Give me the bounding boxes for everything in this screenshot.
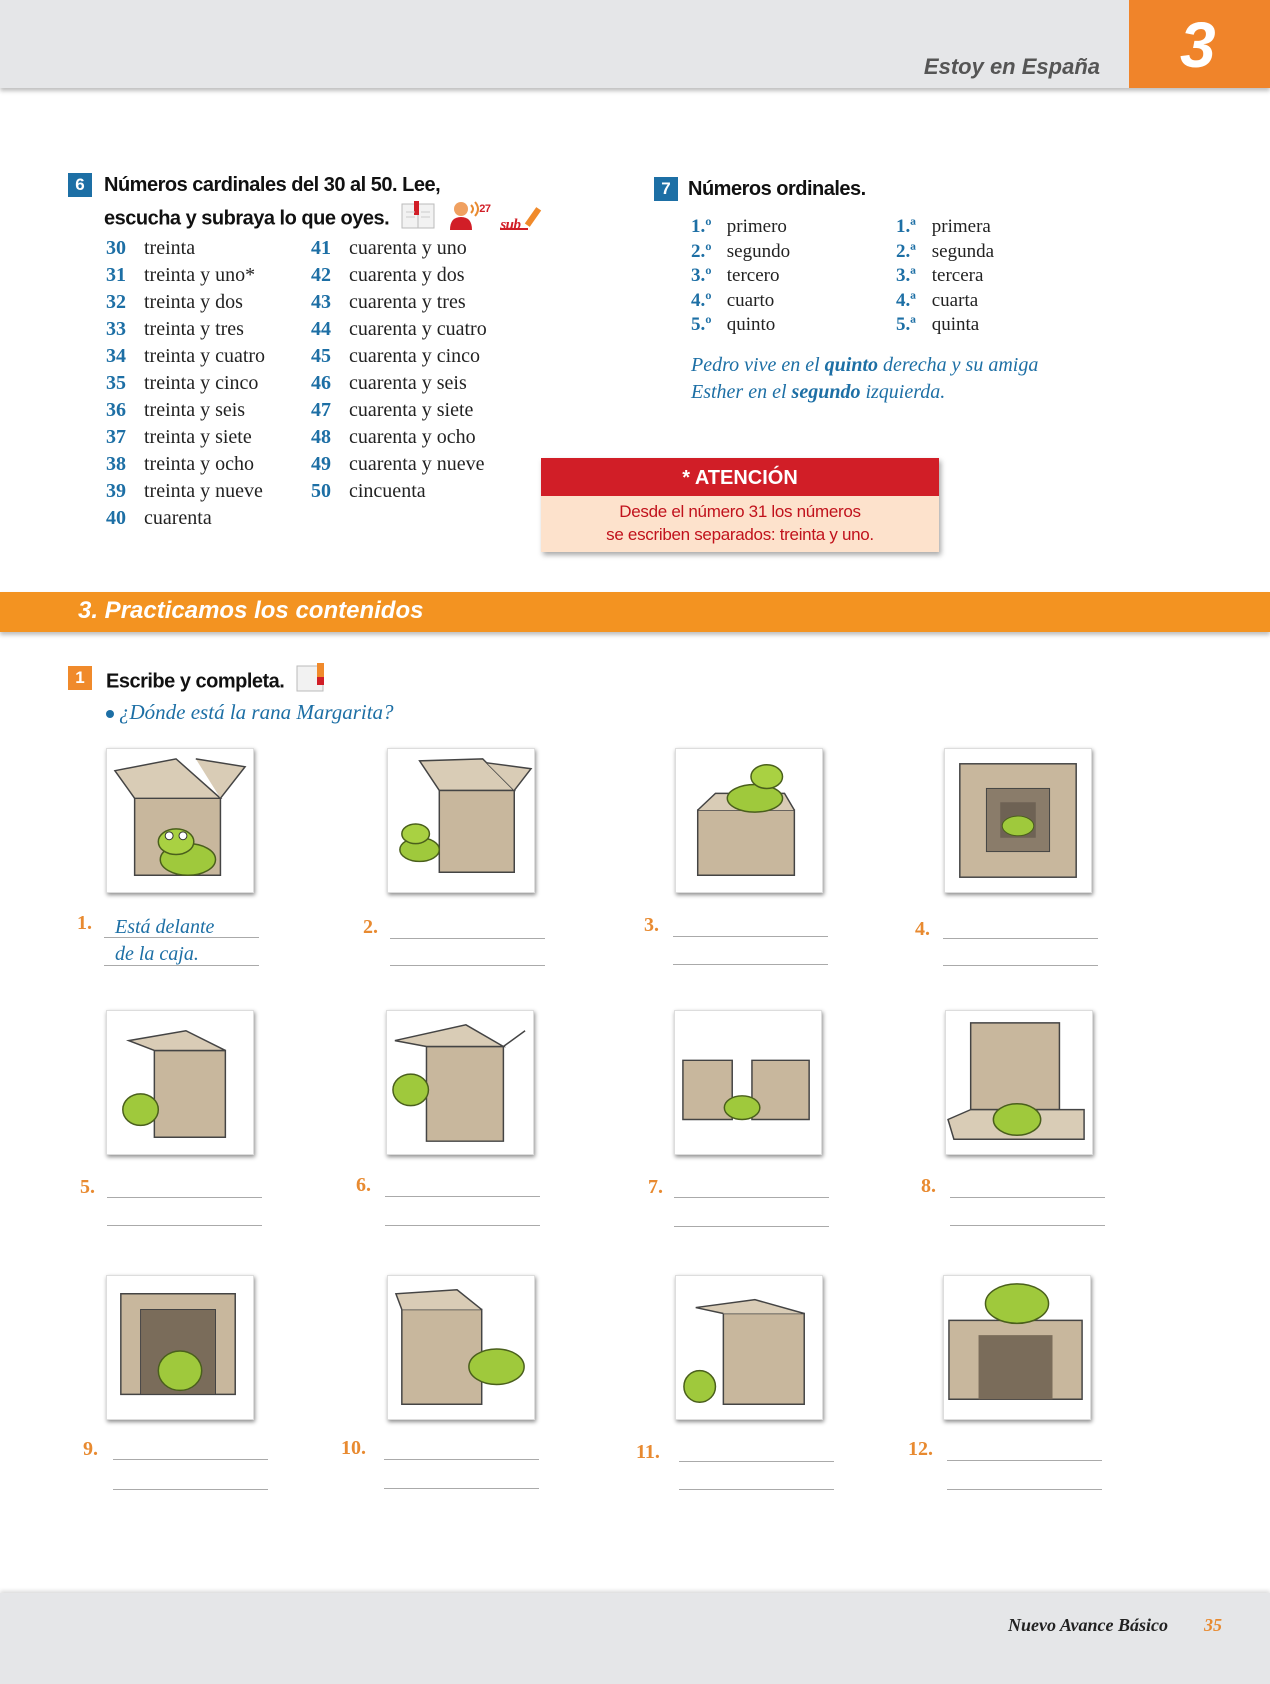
cardinal-item: 45 cuarenta y cinco <box>311 345 481 367</box>
cardinal-item: 41 cuarenta y uno <box>311 237 467 259</box>
answer-line-5a[interactable] <box>107 1197 262 1198</box>
cardinal-item: 46 cuarenta y seis <box>311 372 467 394</box>
item-label: 1. <box>77 912 92 934</box>
cardinal-item: 43 cuarenta y tres <box>311 291 466 313</box>
cardinal-item: 40 cuarenta <box>106 507 212 529</box>
ordinals-masculine <box>691 215 790 338</box>
answer-line-2a[interactable] <box>390 938 545 939</box>
unit-title: Estoy en España <box>923 54 1100 79</box>
frog-picture-4 <box>944 748 1092 893</box>
attention-title: * ATENCIÓN <box>541 458 939 496</box>
exercise-6-title-line1: Números cardinales del 30 al 50. Lee, <box>104 174 441 196</box>
answer-line-10a[interactable] <box>384 1459 539 1460</box>
frog-picture-9 <box>106 1275 254 1420</box>
sub-label: sub <box>500 217 521 233</box>
frog-picture-8 <box>945 1010 1093 1155</box>
frog-picture-10 <box>387 1275 535 1420</box>
ordinal-item: 2.ª segunda <box>896 240 995 262</box>
section-band <box>0 592 1270 632</box>
answer-line-9b[interactable] <box>113 1489 268 1490</box>
answer-line-12b[interactable] <box>947 1489 1102 1490</box>
answer-line-4b[interactable] <box>943 965 1098 966</box>
frog-picture-6 <box>386 1010 534 1155</box>
frog-picture-5 <box>106 1010 254 1155</box>
answer-line-2b[interactable] <box>390 965 545 966</box>
book-icon <box>400 200 436 238</box>
cardinal-item: 42 cuarenta y dos <box>311 264 465 286</box>
cardinals-column-1 <box>106 235 265 532</box>
frog-picture-11 <box>675 1275 823 1420</box>
bullet-icon <box>106 710 114 718</box>
attention-body: Desde el número 31 los números se escriben separados: treinta y uno. <box>541 496 939 552</box>
answer-line-12a[interactable] <box>947 1460 1102 1461</box>
answer-line <box>104 965 259 966</box>
page-footer <box>0 1593 1270 1684</box>
exercise-7-title: Números ordinales. <box>688 178 866 200</box>
ordinal-item: 3.ª tercera <box>896 265 984 286</box>
answer-line-7b[interactable] <box>674 1226 829 1227</box>
exercise-6-title <box>104 199 544 239</box>
item-label: 4. <box>915 918 930 940</box>
item-label: 10. <box>341 1437 366 1459</box>
answer-line-7a[interactable] <box>674 1197 829 1198</box>
cardinal-item: 48 cuarenta y ocho <box>311 426 476 448</box>
answer-line-6a[interactable] <box>385 1196 540 1197</box>
ordinal-example-sentence: Pedro vive en el quinto derecha y su amiga Esther en el segundo izquierda. <box>691 354 1039 403</box>
exercise-7-number: 7 <box>654 177 678 201</box>
cardinal-item: 36 treinta y seis <box>106 399 246 421</box>
answer-line-11b[interactable] <box>679 1489 834 1490</box>
item-label: 8. <box>921 1175 936 1197</box>
frog-picture-12 <box>943 1275 1091 1420</box>
ordinal-item: 4.ª cuarta <box>896 289 979 311</box>
pencil-notebook-icon <box>295 663 329 701</box>
attention-box <box>541 458 939 552</box>
frog-picture-1 <box>106 748 254 893</box>
cardinal-item: 39 treinta y nueve <box>106 480 263 502</box>
page-header <box>0 0 1270 88</box>
answer-line-10b[interactable] <box>384 1488 539 1489</box>
exercise-6-number: 6 <box>68 173 92 197</box>
cardinals-column-2 <box>311 235 487 505</box>
exercise-6-title-line2: escucha y subraya lo que oyes. <box>104 207 390 230</box>
unit-number: 3 <box>1180 9 1216 81</box>
cardinal-item: 47 cuarenta y siete <box>311 399 474 421</box>
answer-line-9a[interactable] <box>113 1459 268 1460</box>
cardinal-item: 30 treinta <box>106 237 196 259</box>
ordinal-item: 1.º primero <box>691 216 787 237</box>
exercise-prompt: ¿Dónde está la rana Margarita? <box>106 700 394 725</box>
audio-track-number: 27 <box>479 203 491 215</box>
answer-line <box>104 937 259 938</box>
item-label: 11. <box>636 1441 660 1463</box>
ordinals-feminine <box>896 215 994 338</box>
item-label: 9. <box>83 1438 98 1460</box>
answer-line-8b[interactable] <box>950 1225 1105 1226</box>
exercise-1-number: 1 <box>68 666 92 690</box>
answer-line-8a[interactable] <box>950 1197 1105 1198</box>
book-title: Nuevo Avance Básico <box>1008 1615 1168 1635</box>
answer-line-6b[interactable] <box>385 1225 540 1226</box>
answer-line-11a[interactable] <box>679 1461 834 1462</box>
ordinal-item: 5.ª quinta <box>896 314 980 335</box>
answer-line-5b[interactable] <box>107 1225 262 1226</box>
cardinal-item: 35 treinta y cinco <box>106 372 259 394</box>
frog-picture-3 <box>675 748 823 893</box>
cardinal-item: 49 cuarenta y nueve <box>311 453 485 475</box>
cardinal-item: 38 treinta y ocho <box>106 453 254 475</box>
underline-icon <box>500 205 544 233</box>
cardinal-item: 50 cincuenta <box>311 480 426 502</box>
listen-icon <box>447 199 491 239</box>
item-label: 5. <box>80 1176 95 1198</box>
cardinal-item: 37 treinta y siete <box>106 426 252 448</box>
item-label: 3. <box>644 914 659 936</box>
item-label: 6. <box>356 1174 371 1196</box>
answer-line-3b[interactable] <box>673 964 828 965</box>
section-title: 3. Practicamos los contenidos <box>78 597 424 624</box>
cardinal-item: 32 treinta y dos <box>106 291 243 313</box>
exercise-1-title: Escribe y completa. <box>106 663 329 701</box>
answer-line-4a[interactable] <box>943 938 1098 939</box>
ordinal-item: 2.º segundo <box>691 240 791 262</box>
frog-picture-2 <box>387 748 535 893</box>
cardinal-item: 34 treinta y cuatro <box>106 345 266 367</box>
cardinal-item: 33 treinta y tres <box>106 318 244 340</box>
page-number: 35 <box>1204 1615 1222 1635</box>
item-label: 2. <box>363 916 378 938</box>
ordinal-item: 5.º quinto <box>691 314 776 335</box>
ordinal-item: 1.ª primera <box>896 216 991 237</box>
ordinal-item: 4.º cuarto <box>691 289 775 311</box>
cardinal-item: 31 treinta y uno* <box>106 264 256 286</box>
item-label: 7. <box>648 1176 663 1198</box>
frog-picture-7 <box>674 1010 822 1155</box>
item-label: 12. <box>908 1438 933 1460</box>
answer-1: Está delante de la caja. <box>115 916 215 965</box>
answer-line-3a[interactable] <box>673 936 828 937</box>
cardinal-item: 44 cuarenta y cuatro <box>311 318 487 340</box>
ordinal-item: 3.º tercero <box>691 265 780 286</box>
